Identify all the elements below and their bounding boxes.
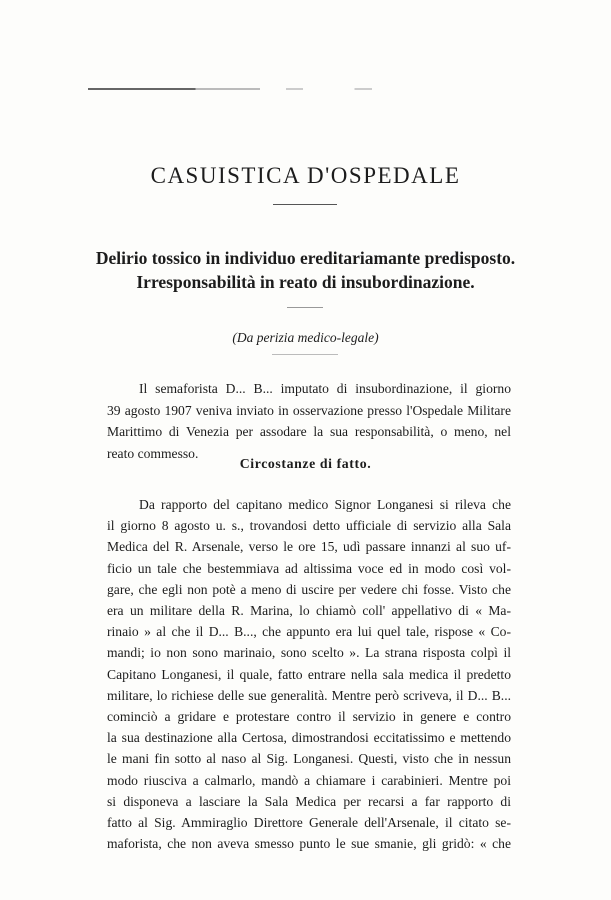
subtitle: (Da perizia medico-legale) xyxy=(232,330,379,345)
text-line: Medica del R. Arsenale, verso le ore 15, udì passare innanzi al suo uf- xyxy=(107,539,511,555)
text-line: mandi; io non sono marinaio, sono scelto ». La strana risposta colpì il xyxy=(107,645,511,661)
section-title: CASUISTICA D'OSPEDALE xyxy=(150,163,461,188)
text-line: cominciò a gridare e protestare contro il servizio in genere e contro xyxy=(107,709,511,725)
body-paragraph xyxy=(107,494,511,854)
case-title-rule xyxy=(287,307,323,308)
text-line: fatto al Sig. Ammiraglio Direttore Generale dell'Arsenale, il citato se- xyxy=(107,815,511,831)
text-line: maforista, che non aveva smesso punto le sue smanie, gli gridò: « che xyxy=(107,836,511,852)
text-line: rinaio » al che il D... B..., che appunto era lui quel tale, rispose « Co- xyxy=(107,624,511,640)
text-line: reato commesso. xyxy=(107,445,199,461)
text-line: era un militare della R. Marina, lo chiamò coll' appellativo di « Ma- xyxy=(107,603,511,619)
section-heading: Circostanze di fatto. xyxy=(239,456,372,471)
text-line: gare, che egli non potè a meno di uscire per vedere chi fosse. Visto che xyxy=(107,581,511,597)
text-line: il giorno 8 agosto u. s., trovandosi detto ufficiale di servizio alla Sala xyxy=(107,518,511,534)
text-line: Il semaforista D... B... imputato di insubordinazione, il giorno xyxy=(139,381,511,396)
text-line: Marittimo di Venezia per assodare la sua responsabilità, o meno, nel xyxy=(107,424,511,439)
text-line: Capitano Longanesi, il quale, fatto entrare nella sala medica il predetto xyxy=(107,666,511,682)
case-title xyxy=(0,246,611,294)
text-line: si disponeva a lasciare la Sala Medica per recarsi a far rapporto di xyxy=(107,793,511,809)
text-line: Da rapporto del capitano medico Signor Longanesi si rileva che xyxy=(139,497,511,512)
intro-paragraph xyxy=(107,378,511,464)
text-line: le mani fin sotto al naso al Sig. Longanesi. Questi, visto che in nessun xyxy=(107,751,511,767)
text-line: militare, lo richiese delle sue generalità. Mentre però scriveva, il D... B... xyxy=(107,687,511,703)
text-line: modo riusciva a calmarlo, mandò a chiamare i carabinieri. Mentre poi xyxy=(107,772,511,788)
text-line: 39 agosto 1907 veniva inviato in osservazione presso l'Ospedale Militare xyxy=(107,402,511,418)
text-line: ficio un tale che bestemmiava ad altissima voce ed in modo così vol- xyxy=(107,560,511,576)
header-rule xyxy=(88,88,518,90)
case-title-line-1: Delirio tossico in individuo ereditariamante predisposto. xyxy=(95,248,516,268)
text-line: la sua destinazione alla Certosa, dimostrandosi eccitatissimo e mettendo xyxy=(107,730,511,746)
title-underline xyxy=(273,204,337,205)
subtitle-rule xyxy=(272,354,338,355)
case-title-line-2: Irresponsabilità in reato di insubordinazione. xyxy=(136,272,475,292)
